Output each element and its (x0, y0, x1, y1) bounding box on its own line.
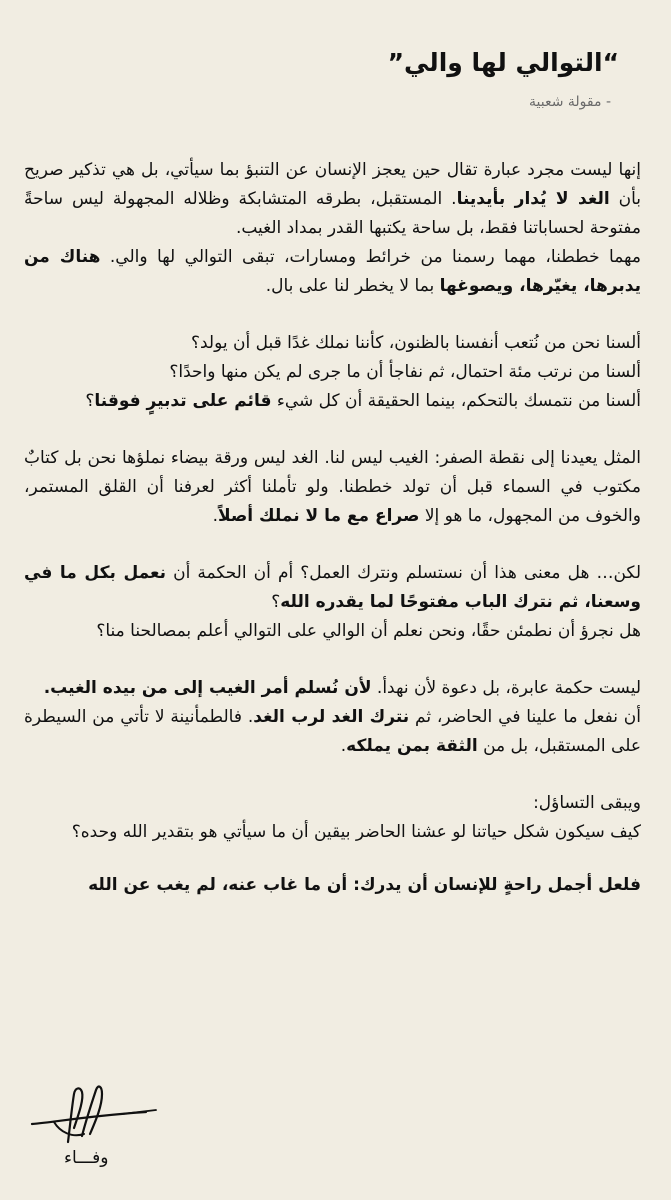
body-text: لكن… هل معنى هذا أن نستسلم ونترك العمل؟ أم أن الحكمة أن (166, 562, 641, 583)
body-text: المثل يعيدنا إلى نقطة الصفر: الغيب ليس لنا. الغد ليس ورقة بيضاء نملؤها نحن بل كتابٌ مكتوب في السماء قبل أن تولد خططنا. ولو تأملنا أكثر لعرفنا أن القلق المستمر، والخوف من المجهول، ما هو إلا (24, 447, 641, 526)
paragraph-line (24, 559, 641, 617)
emphasis-text: صراع مع ما لا نملك أصلاً (217, 505, 420, 526)
body-text: إنها ليست مجرد عبارة تقال حين يعجز الإنسان عن التنبؤ بما سيأتي، بل هي تذكير صريح بأن (24, 159, 641, 209)
body-text: ؟ (271, 591, 281, 612)
paragraph (24, 559, 641, 646)
body-text: أن نفعل ما علينا في الحاضر، ثم (409, 706, 642, 727)
body-text: ؟ (85, 390, 95, 411)
signature-scribble-icon (26, 1076, 166, 1156)
closing-line: فلعل أجمل راحةٍ للإنسان أن يدرك: أن ما غاب عنه، لم يغب عن الله (88, 874, 641, 895)
article-body (24, 156, 641, 847)
body-text: كيف سيكون شكل حياتنا لو عشنا الحاضر بيقين أن ما سيأتي هو بتقدير الله وحده؟ (71, 821, 641, 842)
emphasis-text: الثقة بمن يملكه (346, 735, 478, 756)
emphasis-text: هناك من يدبرها، يغيّرها، ويصوغها (24, 246, 641, 296)
paragraph (24, 329, 641, 416)
body-text: بما لا يخطر لنا على بال. (265, 275, 440, 296)
body-text: ألسنا من نتمسك بالتحكم، بينما الحقيقة أن كل شيء (271, 390, 641, 411)
emphasis-text: نترك الغد لرب الغد (253, 706, 410, 727)
paragraph (24, 156, 641, 301)
paragraph (24, 674, 641, 761)
paragraph-line (24, 156, 641, 243)
body-text: هل نجرؤ أن نطمئن حقًا، ونحن نعلم أن الوالي على التوالي أعلم بمصالحنا منا؟ (96, 620, 641, 641)
emphasis-text: الغد لا يُدار بأيدينا (456, 188, 610, 209)
paragraph-line (24, 358, 641, 387)
body-text: . فالطمأنينة لا تأتي من السيطرة على المستقبل، بل من (24, 706, 641, 756)
body-text: . (212, 505, 218, 526)
paragraph-line (24, 703, 641, 761)
body-text: ويبقى التساؤل: (533, 792, 641, 813)
body-text: ليست حكمة عابرة، بل دعوة لأن نهدأ. (371, 677, 641, 698)
paragraph-line (24, 243, 641, 301)
paragraph-line (24, 617, 641, 646)
emphasis-text: نعمل بكل ما في وسعنا، ثم نترك الباب مفتوحًا لما يقدره الله (24, 562, 641, 612)
paragraph-line (24, 329, 641, 358)
paragraph (24, 789, 641, 847)
paragraph-line (24, 387, 641, 416)
page-title: “التوالي لها والي” (387, 48, 619, 77)
body-text: . المستقبل، بطرقه المتشابكة وظلاله المجهولة ليس ساحةً مفتوحة لحساباتنا فقط، بل ساحة يكتبها القدر بمداد الغيب. (24, 188, 641, 238)
paragraph-line (24, 674, 641, 703)
paragraph-line (24, 444, 641, 531)
body-text: . (340, 735, 347, 756)
emphasis-text: لأن نُسلم أمر الغيب إلى من بيده الغيب. (43, 677, 372, 698)
paragraph-line (24, 818, 641, 847)
signature (26, 1076, 166, 1176)
page-subtitle: - مقولة شعبية (529, 93, 611, 110)
body-text: ألسنا نحن من نُتعب أنفسنا بالظنون، كأننا نملك غدًا قبل أن يولد؟ (190, 332, 641, 353)
emphasis-text: قائم على تدبيرٍ فوقنا (94, 390, 272, 411)
body-text: ألسنا من نرتب مئة احتمال، ثم نفاجأ أن ما جرى لم يكن منها واحدًا؟ (169, 361, 641, 382)
paragraph (24, 444, 641, 531)
body-text: مهما خططنا، مهما رسمنا من خرائط ومسارات، تبقى التوالي لها والي. (100, 246, 641, 267)
signature-name: وفـــاء (64, 1148, 109, 1168)
paragraph-line (24, 789, 641, 818)
